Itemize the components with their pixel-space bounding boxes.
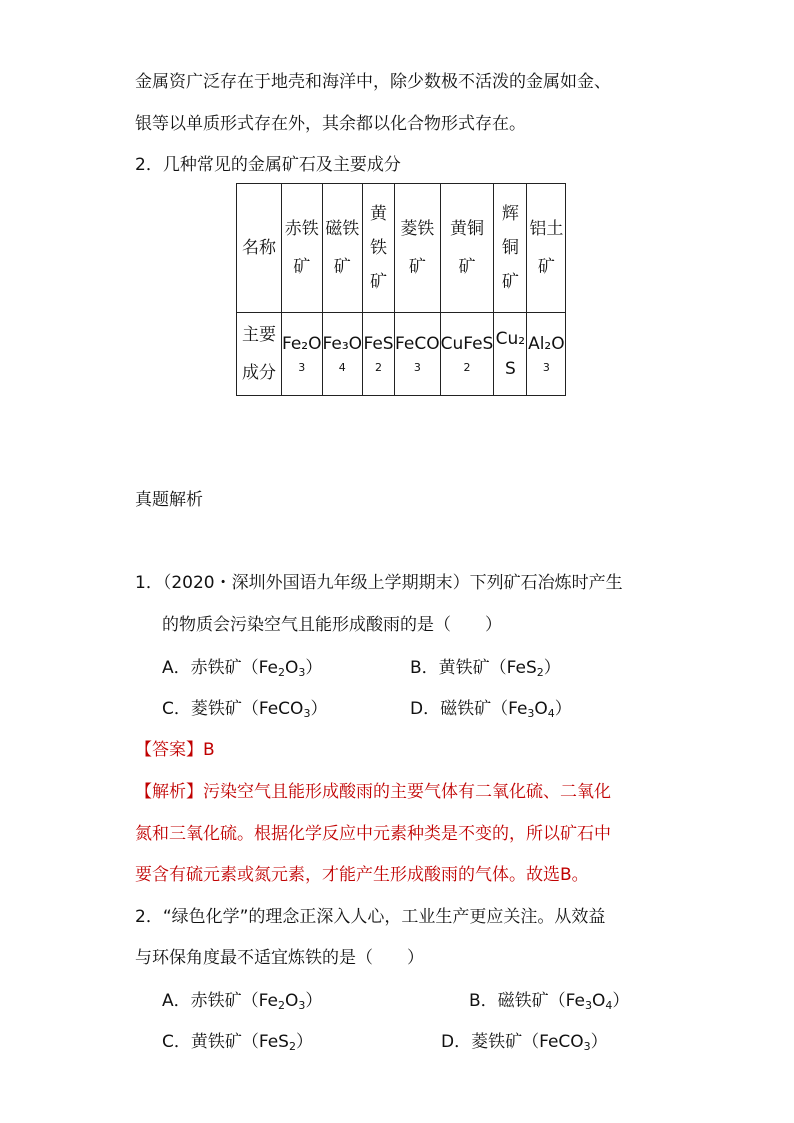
ore-name-part: 矿 xyxy=(458,257,476,277)
section-heading: 真题解析 xyxy=(135,490,203,510)
ore-name-cell xyxy=(322,184,363,313)
composition-header-part: 成分 xyxy=(242,363,276,383)
option-subscript: 3 xyxy=(298,666,306,679)
q1-analysis-line-3: 要含有硫元素或氮元素，才能产生形成酸雨的气体。故选B。 xyxy=(135,865,589,885)
q2-stem-line-1: 2．“绿色化学”的理念正深入人心，工业生产更应关注。从效益 xyxy=(135,907,606,927)
option-text: D．磁铁矿（Fe xyxy=(410,699,528,719)
ore-name-part: 赤铁 xyxy=(284,219,319,239)
formula-main: Cu₂ xyxy=(495,329,526,349)
q1-answer: 【答案】B xyxy=(135,740,215,760)
option-text: ） xyxy=(310,699,328,719)
formula-main: Fe₃O xyxy=(322,334,363,354)
intro-line-2: 银等以单质形式存在外，其余都以化合物形式存在。 xyxy=(135,114,526,134)
ore-name-cell xyxy=(363,184,395,313)
ore-formula-cell xyxy=(494,313,527,396)
option-text: ） xyxy=(554,699,572,719)
option-text: A．赤铁矿（Fe xyxy=(162,991,278,1011)
option-text: ） xyxy=(305,991,323,1011)
option-subscript: 2 xyxy=(288,1040,296,1053)
composition-header-part: 主要 xyxy=(242,325,276,345)
option-text: C．菱铁矿（FeCO xyxy=(162,699,304,719)
q1-option-d[interactable] xyxy=(410,697,572,721)
ore-name-part: 黄 xyxy=(370,204,388,224)
q1-option-b[interactable] xyxy=(410,656,561,680)
formula-index: 2 xyxy=(375,361,383,374)
ore-table xyxy=(236,183,566,396)
option-subscript: 2 xyxy=(277,999,285,1012)
option-text: O xyxy=(591,991,606,1011)
q1-stem-line-1: 1．（2020・深圳外国语九年级上学期期末）下列矿石冶炼时产生 xyxy=(135,573,623,593)
q2-option-b[interactable] xyxy=(469,989,629,1013)
formula-main: FeCO xyxy=(395,334,440,354)
ore-formula-cell xyxy=(395,313,441,396)
option-text: ） xyxy=(612,991,630,1011)
formula-index: 3 xyxy=(413,361,421,374)
ore-name-part: 铝土 xyxy=(529,219,564,239)
option-subscript: 3 xyxy=(584,999,592,1012)
ore-formula-cell xyxy=(363,313,395,396)
ore-formula-cell xyxy=(282,313,323,396)
composition-header-cell xyxy=(237,313,282,396)
ore-name-part: 矿 xyxy=(537,257,555,277)
q2-option-a[interactable] xyxy=(162,989,322,1013)
q1-analysis-line-2: 氮和三氧化硫。根据化学反应中元素种类是不变的，所以矿石中 xyxy=(135,824,611,844)
option-subscript: 3 xyxy=(303,707,311,720)
option-subscript: 3 xyxy=(527,707,535,720)
q1-option-c[interactable] xyxy=(162,697,327,721)
q1-analysis-line-1: 【解析】污染空气且能形成酸雨的主要气体有二氧化硫、二氧化 xyxy=(135,782,611,802)
section-2-title: 2．几种常见的金属矿石及主要成分 xyxy=(135,155,401,175)
ore-name-cell xyxy=(282,184,323,313)
option-subscript: 2 xyxy=(277,666,285,679)
q2-option-d[interactable] xyxy=(441,1030,608,1054)
ore-name-row xyxy=(237,184,566,313)
intro-line-1: 金属资广泛存在于地壳和海洋中，除少数极不活泼的金属如金、 xyxy=(135,72,611,92)
q1-stem-line-2: 的物质会污染空气且能形成酸雨的是（ ） xyxy=(162,615,502,635)
option-text: O xyxy=(284,991,299,1011)
option-subscript: 4 xyxy=(605,999,613,1012)
ore-name-cell xyxy=(527,184,566,313)
ore-name-part: 铁 xyxy=(370,238,388,258)
option-text: ） xyxy=(305,658,323,678)
ore-name-part: 铜 xyxy=(501,238,519,258)
option-subscript: 4 xyxy=(547,707,555,720)
option-text: B．磁铁矿（Fe xyxy=(469,991,585,1011)
ore-name-part: 磁铁 xyxy=(325,219,360,239)
formula-index: 3 xyxy=(542,361,550,374)
option-text: A．赤铁矿（Fe xyxy=(162,658,278,678)
option-text: O xyxy=(284,658,299,678)
option-text: ） xyxy=(295,1032,313,1052)
option-text: D．菱铁矿（FeCO xyxy=(441,1032,584,1052)
ore-name-part: 矿 xyxy=(501,272,519,292)
formula-index: S xyxy=(504,359,516,379)
ore-name-cell xyxy=(395,184,441,313)
ore-formula-cell xyxy=(440,313,494,396)
option-subscript: 3 xyxy=(583,1040,591,1053)
formula-index: 3 xyxy=(298,361,306,374)
name-header-cell xyxy=(237,184,282,313)
ore-name-part: 矿 xyxy=(333,257,351,277)
option-text: ） xyxy=(543,658,561,678)
q2-stem-line-2: 与环保角度最不适宜炼铁的是（ ） xyxy=(135,948,424,968)
option-subscript: 3 xyxy=(298,999,306,1012)
formula-main: Fe₂O xyxy=(282,334,322,354)
ore-name-part: 菱铁 xyxy=(400,219,435,239)
formula-main: FeS xyxy=(363,334,394,354)
ore-formula-cell xyxy=(322,313,363,396)
ore-composition-row xyxy=(237,313,566,396)
ore-name-cell xyxy=(494,184,527,313)
ore-name-part: 辉 xyxy=(501,204,519,224)
q2-option-c[interactable] xyxy=(162,1030,313,1054)
formula-index: 4 xyxy=(338,361,346,374)
option-text: C．黄铁矿（FeS xyxy=(162,1032,289,1052)
ore-name-part: 矿 xyxy=(408,257,426,277)
ore-name-part: 矿 xyxy=(370,272,388,292)
formula-index: 2 xyxy=(463,361,471,374)
option-subscript: 2 xyxy=(536,666,544,679)
option-text: ） xyxy=(590,1032,608,1052)
ore-name-part: 黄铜 xyxy=(449,219,484,239)
ore-name-part: 矿 xyxy=(293,257,311,277)
q1-option-a[interactable] xyxy=(162,656,322,680)
ore-name-cell xyxy=(440,184,494,313)
option-text: B．黄铁矿（FeS xyxy=(410,658,537,678)
ore-formula-cell xyxy=(527,313,566,396)
name-header: 名称 xyxy=(242,238,276,258)
option-text: O xyxy=(534,699,548,719)
formula-main: CuFeS xyxy=(440,334,494,354)
formula-main: Al₂O xyxy=(528,334,565,354)
